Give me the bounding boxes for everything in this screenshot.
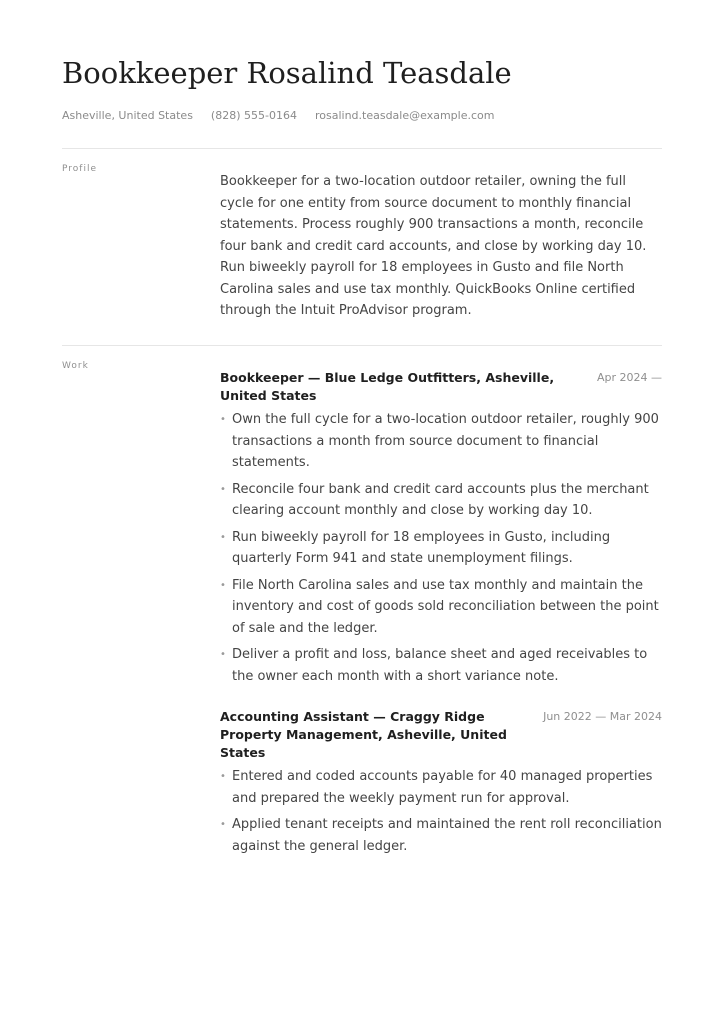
bullet-dot-icon: • <box>220 771 226 782</box>
job-bullet <box>220 527 662 570</box>
job-title: Accounting Assistant — Craggy Ridge Property Management, Asheville, United States <box>220 709 507 760</box>
job-bullets <box>220 409 662 687</box>
job-bullet <box>220 766 662 809</box>
profile-summary: Bookkeeper for a two-location outdoor retailer, owning the full cycle for one entity from source document to monthly financial statements. Process roughly 900 transactions a month, reconcile four bank and credit card accounts, and close by working day 10. Run biweekly payroll for 18 employees in Gusto and file North Carolina sales and use tax monthly. QuickBooks Online certified through the Intuit ProAdvisor program. <box>220 174 647 318</box>
contact-line <box>62 109 494 122</box>
job-bullet-text: Applied tenant receipts and maintained the rent roll reconciliation against the general ledger. <box>232 817 662 854</box>
bullet-dot-icon: • <box>220 414 226 425</box>
job-bullet-text: Run biweekly payroll for 18 employees in Gusto, including quarterly Form 941 and state unemployment filings. <box>232 529 611 566</box>
bullet-dot-icon: • <box>220 649 226 660</box>
job-bullets <box>220 766 662 857</box>
job-header <box>220 708 662 762</box>
job-bullet-text: Entered and coded accounts payable for 40 managed properties and prepared the weekly payment run for approval. <box>232 769 653 806</box>
resume-name: Bookkeeper Rosalind Teasdale <box>62 56 512 90</box>
job-bullet <box>220 409 662 474</box>
job-header <box>220 369 662 405</box>
job-entry <box>220 708 662 857</box>
bullet-dot-icon: • <box>220 531 226 543</box>
job-bullet-text: Own the full cycle for a two-location outdoor retailer, roughly 900 transactions a month from source document to financial statements. <box>232 412 659 470</box>
profile-section-label: Profile <box>62 164 97 174</box>
section-divider <box>62 148 662 149</box>
job-dates: Apr 2024 — <box>596 371 662 384</box>
section-divider <box>62 345 662 346</box>
job-bullet <box>220 644 662 687</box>
job-bullet <box>220 814 662 857</box>
bullet-dot-icon: • <box>220 483 226 495</box>
job-bullet-text: Deliver a profit and loss, balance sheet and aged receivables to the owner each month with a short variance note. <box>232 647 648 684</box>
job-title: Bookkeeper — Blue Ledge Outfitters, Asheville, United States <box>220 370 555 403</box>
contact-location: Asheville, United States <box>62 109 193 122</box>
job-bullet <box>220 575 662 640</box>
job-bullet-text: File North Carolina sales and use tax monthly and maintain the inventory and cost of goods sold reconciliation between the point of sale and the ledger. <box>232 577 659 636</box>
contact-phone: (828) 555-0164 <box>210 109 297 122</box>
profile-section <box>220 171 662 322</box>
job-bullet <box>220 479 662 522</box>
bullet-dot-icon: • <box>220 819 226 830</box>
contact-email: rosalind.teasdale@example.com <box>314 109 495 122</box>
job-dates: Jun 2022 — Mar 2024 <box>543 710 662 723</box>
work-section-label: Work <box>62 361 89 371</box>
work-section <box>220 369 662 862</box>
job-bullet-text: Reconcile four bank and credit card accounts plus the merchant clearing account monthly and close by working day 10. <box>232 481 649 518</box>
bullet-dot-icon: • <box>220 579 226 591</box>
job-entry <box>220 369 662 687</box>
